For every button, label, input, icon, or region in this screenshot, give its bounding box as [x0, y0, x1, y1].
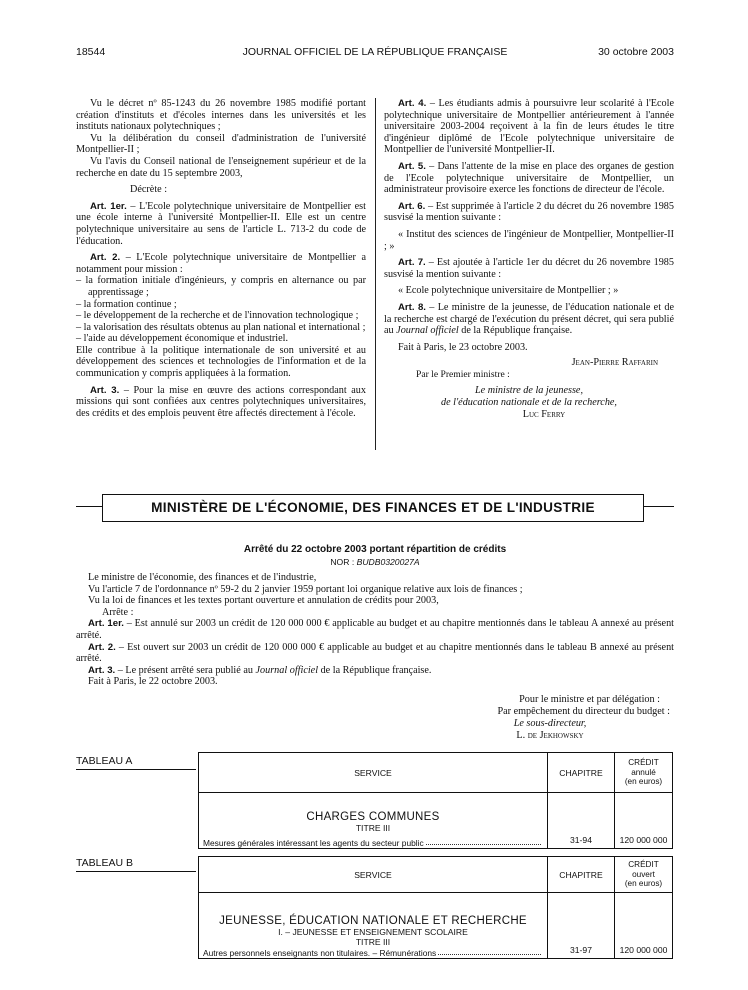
nor-code: BUDB0320027A [356, 557, 420, 567]
visa-paragraph: Vu l'article 7 de l'ordonnance nº 59-2 du 2 janvier 1959 portant loi organique relative aux lois de finances ; [88, 583, 523, 595]
credit-header-line: annulé [631, 767, 656, 777]
decrete-heading: Décrète : [130, 184, 168, 196]
row-label-line [203, 948, 543, 958]
column-header-chapitre: CHAPITRE [548, 753, 615, 793]
article-label: Art. 5. [398, 160, 426, 172]
article-text: de la République française. [318, 664, 432, 676]
signatory-name: L. de Jekhowsky [516, 730, 584, 741]
subsection-heading: I. – JEUNESSE ET ENSEIGNEMENT SCOLAIRE [278, 927, 468, 937]
signatory-name: Jean-Pierre Raffarin [571, 357, 658, 369]
mission-item: – la formation initiale d'ingénieurs, y compris en alternance ou par apprentissage ; [76, 275, 366, 298]
article-text: – Est annulé sur 2003 un crédit de 120 000 000 € applicable au budget et au chapitre mentionnés dans le tableau A annexé au présent arrêté. [76, 618, 674, 641]
article-1 [76, 201, 366, 247]
right-column [384, 98, 674, 420]
section-heading: CHARGES COMMUNES [306, 811, 440, 823]
arrete-title: Arrêté du 22 octobre 2003 portant répartition de crédits [243, 544, 507, 555]
article-label: Art. 8. [398, 301, 426, 313]
article-text: – Est ouvert sur 2003 un crédit de 120 000 000 € applicable au budget et au chapitre mentionnés dans le tableau B annexé au présent arrêté. [76, 641, 674, 665]
arrete-body [76, 572, 674, 688]
titre-heading: TITRE III [355, 937, 391, 947]
article-3 [76, 665, 674, 677]
journal-title: JOURNAL OFFICIEL DE LA RÉPUBLIQUE FRANÇAISE [242, 46, 508, 58]
visa-paragraph: Vu le décret nº 85-1243 du 26 novembre 1985 modifié portant création d'instituts et d'écoles internes dans les universités et les instituts nationaux polytechniques ; [76, 98, 366, 133]
tableau-b-label: TABLEAU B [76, 857, 196, 872]
credit-cell: 120 000 000 [615, 793, 673, 849]
service-cell [199, 793, 548, 849]
visa-paragraph: Vu la délibération du conseil d'administration de l'université Montpellier-II ; [76, 132, 366, 156]
column-header-chapitre: CHAPITRE [548, 857, 615, 893]
paragraph: Le ministre de l'économie, des finances et de l'industrie, [88, 572, 317, 583]
quoted-mention: « Ecole polytechnique universitaire de Montpellier ; » [398, 285, 619, 297]
credit-header-line: CRÉDIT [628, 860, 659, 870]
visa-paragraph: Vu la loi de finances et les textes portant ouverture et annulation de crédits pour 2003, [88, 595, 439, 607]
credit-header-line: CRÉDIT [628, 758, 659, 768]
quoted-mention: « Institut des sciences de l'ingénieur de Montpellier, Montpellier-II ; » [384, 228, 674, 252]
nor-reference [76, 557, 674, 567]
article-text: – Pour la mise en œuvre des actions correspondant aux missions qui sont confiées aux centres polytechniques universitaires, des crédits et des emplois peuvent être affectés directement à l'école. [76, 384, 366, 419]
article-text: de la République française. [458, 325, 573, 337]
credit-header-line: (en euros) [624, 777, 663, 787]
tableau-a-label: TABLEAU A [76, 755, 196, 770]
arrete-heading: Arrête : [102, 606, 134, 618]
article-5 [384, 161, 674, 196]
article-label: Art. 3. [90, 384, 120, 396]
table-header-row [199, 753, 673, 793]
credit-header-line: ouvert [632, 869, 655, 879]
article-6 [384, 201, 674, 224]
journal-name: Journal officiel [255, 664, 319, 676]
row-label: Mesures générales intéressant les agents du secteur public [203, 838, 424, 848]
table-header-row [199, 857, 673, 893]
credit-cell: 120 000 000 [615, 893, 673, 959]
service-cell [199, 893, 548, 959]
mission-item: – l'aide au développement économique et industriel. [76, 333, 289, 345]
article-4 [384, 98, 674, 156]
article-2 [76, 252, 366, 275]
article-text: – Est ajoutée à l'article 1er du décret du 26 novembre 1985 susvisé la mention suivante : [384, 257, 674, 280]
titre-heading: TITRE III [355, 823, 391, 833]
chapitre-cell: 31-94 [548, 793, 615, 849]
article-8 [384, 302, 674, 337]
mission-item: – la formation continue ; [76, 298, 177, 310]
left-column [76, 98, 366, 419]
signature-line: Par empêchement du directeur du budget : [497, 706, 670, 717]
mission-item: – le développement de la recherche et de l'innovation technologique ; [76, 310, 359, 322]
article-text: – Le ministre de la jeunesse, de l'éducation nationale et de la recherche est chargé de l'exécution du présent décret, qui sera publié au [384, 301, 674, 337]
leader-dots [426, 838, 541, 845]
article-text: – Le présent arrêté sera publié au [115, 664, 256, 676]
column-header-service: SERVICE [199, 753, 548, 793]
article-7 [384, 257, 674, 280]
visa-paragraph: Vu l'avis du Conseil national de l'enseignement supérieur et de la recherche en date du 15 septembre 2003, [76, 155, 366, 179]
signature-line: Par le Premier ministre : [416, 368, 510, 380]
table-row [199, 793, 673, 849]
mission-item: – la valorisation des résultats obtenus au plan national et international ; [76, 321, 366, 333]
signature-line: Pour le ministre et par délégation : [519, 694, 660, 705]
article-2 [76, 642, 674, 665]
leader-dots [438, 948, 541, 955]
issue-date: 30 octobre 2003 [598, 46, 674, 58]
chapitre-cell: 31-97 [548, 893, 615, 959]
tableau-b [198, 856, 673, 959]
article-text: – Dans l'attente de la mise en place des organes de gestion de l'Ecole polytechnique universitaire de Montpellier, un administrateur provisoire exerce les fonctions de directeur de l'école. [384, 160, 674, 196]
article-text: – L'Ecole polytechnique universitaire de Montpellier a notamment pour mission : [76, 252, 366, 275]
section-heading: JEUNESSE, ÉDUCATION NATIONALE ET RECHERCHE [219, 915, 527, 927]
article-3 [76, 385, 366, 420]
nor-label: NOR : [330, 557, 357, 567]
credit-header-line: (en euros) [624, 879, 663, 889]
minister-title: Le ministre de la jeunesse, [475, 385, 583, 397]
ministry-banner: MINISTÈRE DE L'ÉCONOMIE, DES FINANCES ET DE L'INDUSTRIE [102, 494, 644, 522]
column-divider [375, 98, 376, 450]
signatory-title: Le sous-directeur, [513, 718, 587, 729]
minister-title: de l'éducation nationale et de la recherche, [441, 397, 617, 409]
minister-name: Luc Ferry [522, 408, 566, 420]
column-header-credit [615, 857, 673, 893]
article-label: Art. 3. [88, 664, 116, 676]
article-text: – Les étudiants admis à poursuivre leur scolarité à l'Ecole polytechnique universitaire de Montpellier antérieurement à l'année universitaire 2003-2004 reçoivent à la fin de leurs études le titre d'ingénieur diplômé de l'Ecole polytechnique universitaire de Montpellier de l'université Montpellier-II. [384, 98, 674, 156]
article-label: Art. 1er. [90, 200, 127, 212]
page-header [76, 46, 674, 62]
banner-rule [76, 506, 102, 507]
row-label: Autres personnels enseignants non titulaires. – Rémunérations [203, 948, 437, 958]
article-1 [76, 618, 674, 641]
article-text: – L'Ecole polytechnique universitaire de Montpellier est une école interne à l'université Montpellier-II. Elle est un centre polytechnique universitaire au sens de l'article L. 713-2 du code de l'éducation. [76, 200, 366, 247]
page-number: 18544 [76, 46, 106, 58]
fait-a-paris: Fait à Paris, le 22 octobre 2003. [88, 676, 218, 688]
article-label: Art. 7. [398, 257, 426, 269]
fait-a-paris: Fait à Paris, le 23 octobre 2003. [398, 341, 528, 353]
article-label: Art. 1er. [88, 618, 124, 630]
signature-block [430, 694, 670, 742]
article-label: Art. 2. [88, 641, 116, 653]
table-row [199, 893, 673, 959]
banner-rule [644, 506, 674, 507]
article-text: – Est supprimée à l'article 2 du décret du 26 novembre 1985 susvisé la mention suivante : [384, 200, 674, 224]
column-header-credit [615, 753, 673, 793]
article-label: Art. 2. [90, 252, 121, 264]
paragraph: Elle contribue à la politique internationale de son université et au développement des sciences et technologies de l'information et de la communication y compris appliquées à la formation. [76, 344, 366, 380]
column-header-service: SERVICE [199, 857, 548, 893]
tableau-a [198, 752, 673, 849]
article-label: Art. 4. [398, 98, 427, 109]
row-label-line [203, 838, 543, 848]
journal-name: Journal officiel [396, 325, 459, 337]
article-label: Art. 6. [398, 200, 426, 212]
